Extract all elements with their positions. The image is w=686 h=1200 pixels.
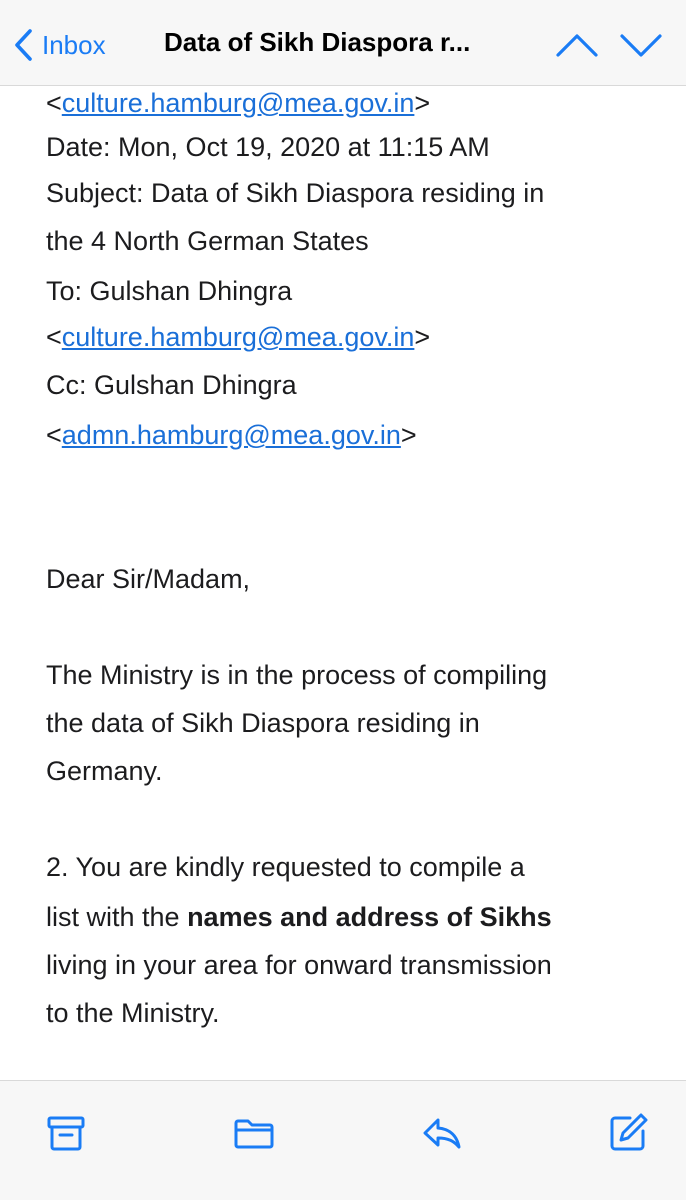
archive-button[interactable] xyxy=(44,1111,88,1155)
to-line: To: Gulshan Dhingra xyxy=(46,276,293,306)
reply-button[interactable] xyxy=(420,1111,464,1155)
paragraph-1-line-3: Germany. xyxy=(46,756,163,786)
back-label: Inbox xyxy=(42,29,106,60)
bracket-open: < xyxy=(46,88,62,118)
navigation-bar xyxy=(0,0,686,86)
to-email-line xyxy=(46,324,430,351)
bracket-open: < xyxy=(46,420,62,450)
from-email-line xyxy=(46,90,430,117)
email-title: Data of Sikh Diaspora r... xyxy=(164,27,471,57)
email-body xyxy=(46,86,656,1098)
cc-line: Cc: Gulshan Dhingra xyxy=(46,370,297,400)
paragraph-1-line-2: the data of Sikh Diaspora residing in xyxy=(46,708,480,738)
move-to-folder-button[interactable] xyxy=(232,1111,276,1155)
archive-icon xyxy=(44,1111,88,1155)
paragraph-2-text: list with the xyxy=(46,902,188,932)
cc-email-line xyxy=(46,422,417,449)
reply-icon xyxy=(420,1111,464,1155)
paragraph-2-line-1: 2. You are kindly requested to compile a xyxy=(46,852,525,882)
subject-line-2: the 4 North German States xyxy=(46,226,369,256)
back-to-inbox-button[interactable] xyxy=(12,22,106,68)
bottom-toolbar xyxy=(0,1080,686,1200)
compose-button[interactable] xyxy=(606,1111,650,1155)
previous-message-button[interactable] xyxy=(554,30,600,60)
compose-icon xyxy=(606,1111,650,1155)
bracket-close: > xyxy=(414,88,431,118)
bracket-close: > xyxy=(414,322,431,352)
subject-line-1: Subject: Data of Sikh Diaspora residing in xyxy=(46,178,545,208)
paragraph-2-line-4: to the Ministry. xyxy=(46,998,220,1028)
greeting: Dear Sir/Madam, xyxy=(46,564,251,594)
date-line: Date: Mon, Oct 19, 2020 at 11:15 AM xyxy=(46,132,490,162)
to-email-link[interactable]: culture.hamburg@mea.gov.in xyxy=(61,322,415,352)
paragraph-2-line-3: living in your area for onward transmission xyxy=(46,950,552,980)
paragraph-2-bold-text: names and address of Sikhs xyxy=(187,902,552,932)
next-message-button[interactable] xyxy=(618,30,664,60)
bracket-open: < xyxy=(46,322,62,352)
bracket-close: > xyxy=(400,420,417,450)
folder-icon xyxy=(232,1111,276,1155)
from-email-link[interactable]: culture.hamburg@mea.gov.in xyxy=(61,88,415,118)
paragraph-2-line-2 xyxy=(46,904,552,931)
chevron-left-icon xyxy=(12,28,34,62)
paragraph-1-line-1: The Ministry is in the process of compiling xyxy=(46,660,548,690)
cc-email-link[interactable]: admn.hamburg@mea.gov.in xyxy=(61,420,401,450)
chevron-down-icon xyxy=(618,30,664,60)
chevron-up-icon xyxy=(554,30,600,60)
